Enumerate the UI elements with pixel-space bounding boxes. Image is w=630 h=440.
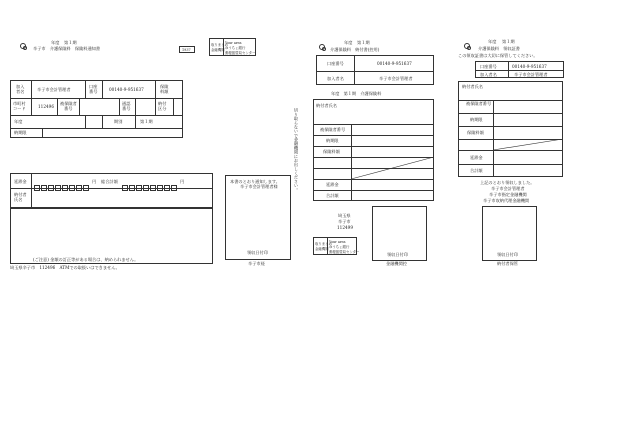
left-entai-label: 延滞金 <box>14 179 27 184</box>
left-stamp-sub: 辛子市経 <box>248 261 265 266</box>
left-receipt-text-1: 本書のとおり通知します。 <box>230 179 280 184</box>
left-hihoken-label-1: 被保険者 <box>60 101 77 106</box>
right-kanyu-label: 加入者名 <box>480 72 497 77</box>
left-entai-yen: 円 <box>92 179 97 184</box>
left-entai-digits <box>34 177 90 196</box>
left-small-code-box <box>179 46 195 53</box>
middle-stamp-label: 領収日付印 <box>387 252 408 257</box>
left-kouza-label-1: 口座 <box>89 84 98 89</box>
left-settei-label-2: 番号 <box>122 106 131 111</box>
right-instruction: この領収証書は大切に保管してください。 <box>458 53 538 58</box>
right-kanyu-value: 辛子市会計管理者 <box>514 72 548 77</box>
left-hoken-label-2: 料額 <box>160 89 169 94</box>
municipal-seal-icon <box>20 43 26 49</box>
right-kouza-value: 00140-9-951637 <box>512 64 547 69</box>
left-shichoson-label-2: コード <box>13 106 26 111</box>
left-hoken-label-1: 保険 <box>160 84 169 89</box>
left-bank-box-line4: ゆうちょ銀行 <box>225 46 246 50</box>
left-gokei-label: 総合計額 <box>101 179 118 184</box>
left-kibetsu-value: 第１期 <box>140 119 153 124</box>
right-seal-icon <box>464 43 470 49</box>
middle-bank-box-line1: 取りまとめ <box>315 242 332 246</box>
left-stamp-label: 領収日付印 <box>247 250 268 255</box>
middle-row-entai: 延滞金 <box>326 182 339 187</box>
middle-kouza-label: 口座番号 <box>327 61 344 66</box>
middle-kanyu-label: 加入者名 <box>327 76 344 81</box>
left-kouza-value: 00140-9-951637 <box>109 87 144 92</box>
right-row-nokigen: 納期限 <box>470 117 483 122</box>
left-title: 辛子市 介護保険料 保険料通知書 <box>33 46 101 51</box>
middle-diagonal-line <box>351 157 434 179</box>
left-footer: 埼玉県辛子市 112496 ATMでの取扱いはできません。 <box>10 265 120 270</box>
left-nokigen-label: 納期限 <box>14 130 27 135</box>
left-bank-box-line1: 取りまとめ <box>211 43 228 47</box>
left-bank-box-line5: 郵便振替局センター <box>225 51 256 55</box>
middle-detail-table <box>313 99 434 201</box>
right-stamp-sub: 納付者保管 <box>497 261 518 266</box>
right-receipt-text-4: 辛子市収納代理金融機関 <box>483 198 530 203</box>
left-shichoson-value: 112496 <box>38 104 54 109</box>
middle-bank-box-line4: ゆうちょ銀行 <box>329 245 350 249</box>
left-kibetsu-label: 期別 <box>114 119 123 124</box>
left-notice: (ご注意) 金額の訂正等がある場合は、納められません。 <box>33 257 139 262</box>
middle-year-label: 年度 <box>344 40 353 45</box>
middle-inner-title: 年度 第１期 介護保険料 <box>331 91 382 96</box>
right-kouza-label: 口座番号 <box>480 64 497 69</box>
middle-bank-box-line3: Your area <box>329 240 346 244</box>
left-year-label: 年度 <box>51 40 60 45</box>
middle-bank-box-line2: 金融機関 <box>315 247 329 251</box>
left-settei-label-1: 通認 <box>122 101 131 106</box>
right-row-gokei: 合計額 <box>470 168 483 173</box>
middle-kanyu-value: 辛子市会計管理者 <box>379 76 413 81</box>
left-address-area <box>10 208 213 264</box>
left-receipt-text-2: 辛子市会計管理者様 <box>240 184 278 189</box>
left-shichoson-label-1: 市町村 <box>13 101 26 106</box>
middle-row-gokei: 合計額 <box>326 193 339 198</box>
middle-subtitle: 介護保険料 納付書(控用) <box>330 47 380 52</box>
middle-account-box <box>316 55 434 85</box>
left-bank-box-line2: 金融機関 <box>211 48 225 52</box>
middle-bank-box-line5: 郵便振替局センター <box>329 250 360 254</box>
right-nofusha-label: 納付者氏名 <box>462 84 483 89</box>
left-gokei-digits <box>122 177 178 196</box>
left-nendo-label: 年度 <box>14 119 23 124</box>
right-stamp-box <box>482 206 537 261</box>
right-row-entai: 延滞金 <box>470 155 483 160</box>
left-amount-area <box>10 173 213 208</box>
left-nofusha-label-2: 氏名 <box>14 197 23 202</box>
middle-vertical-note: 切り取らないで金融機関にお出しください。 <box>294 108 299 192</box>
right-account-box <box>475 61 564 78</box>
right-period: 第１期 <box>502 39 515 44</box>
middle-row-hokenryo: 保険料額 <box>323 149 340 154</box>
middle-stamp-sub: 金融機関控 <box>386 261 407 266</box>
left-nofu-label-1: 納付 <box>158 101 167 106</box>
right-diagonal-line <box>493 139 563 150</box>
left-nofusha-label-1: 納付者 <box>14 192 27 197</box>
middle-addr-1: 埼玉県 <box>338 213 351 218</box>
middle-stamp-box <box>372 206 427 261</box>
middle-addr-2: 辛子市 <box>338 219 351 224</box>
left-receipt-box <box>225 175 291 260</box>
right-year-label: 年度 <box>488 39 497 44</box>
middle-nofusha-label: 納付者氏名 <box>316 103 337 108</box>
left-kanyu-label-2: 者名 <box>16 89 25 94</box>
right-stamp-label: 領収日付印 <box>497 252 518 257</box>
left-kanyu-value: 辛子市会計管理者 <box>37 87 71 92</box>
right-detail-table <box>458 81 563 177</box>
right-receipt-text-1: 上記のとおり領収しました。 <box>480 180 535 185</box>
right-receipt-text-3: 辛子市指定金融機関 <box>489 192 527 197</box>
left-small-code: 1937 <box>182 48 191 52</box>
left-kanyu-label-1: 加入 <box>16 84 25 89</box>
right-subtitle: 介護保険料 領収証書 <box>478 46 520 51</box>
left-nofu-label-2: 区分 <box>158 106 167 111</box>
left-hihoken-label-2: 番号 <box>64 106 73 111</box>
left-period: 第１期 <box>64 40 77 45</box>
middle-kouza-value: 00140-9-951637 <box>377 61 412 66</box>
right-row-hokenryo: 保険料額 <box>467 130 484 135</box>
middle-bank-box <box>313 237 360 255</box>
middle-period: 第１期 <box>357 40 370 45</box>
middle-row-hihoken: 被保険者番号 <box>320 127 346 132</box>
right-row-hihoken: 被保険者番号 <box>466 101 492 106</box>
right-receipt-text-2: 辛子市会計管理者 <box>491 186 525 191</box>
left-info-grid <box>10 80 183 138</box>
middle-addr-3: 112499 <box>337 225 353 230</box>
left-gokei-yen: 円 <box>180 179 185 184</box>
left-kouza-label-2: 番号 <box>89 89 98 94</box>
left-bank-box <box>209 38 256 56</box>
left-bank-box-line3: Your area <box>225 41 242 45</box>
middle-row-nokigen: 納期限 <box>326 138 339 143</box>
middle-seal-icon <box>319 44 325 50</box>
